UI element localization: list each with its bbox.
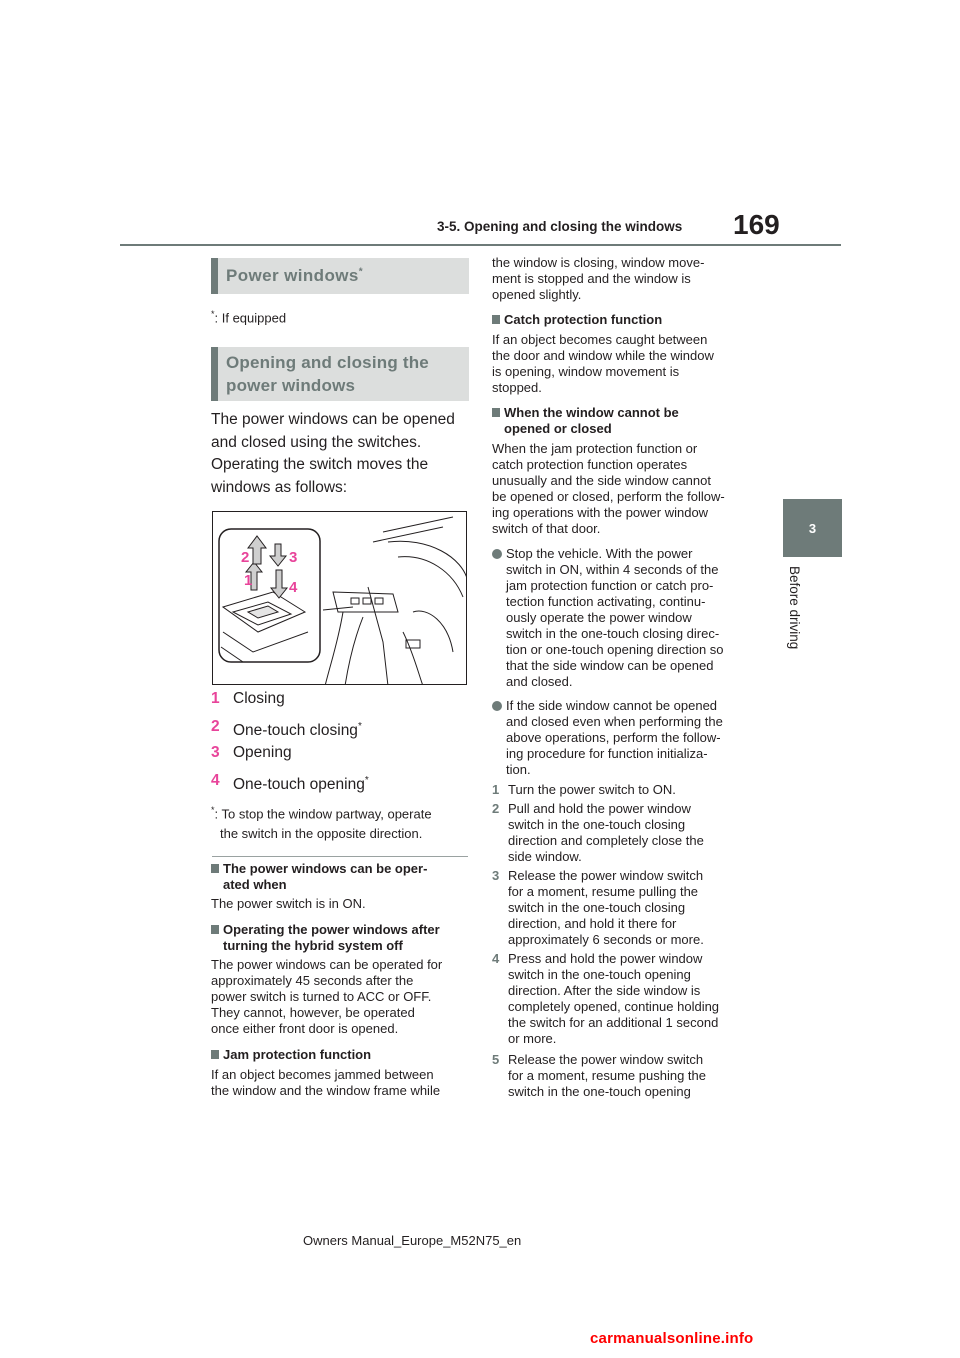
text-line: If an object becomes caught between — [492, 332, 708, 347]
text-line: ing procedure for function initializa- — [506, 746, 708, 761]
equipped-note — [211, 306, 286, 326]
note-heading — [492, 312, 762, 328]
text-line: switch in the one-touch opening — [508, 967, 691, 982]
text-line: completely opened, continue holding — [508, 999, 720, 1014]
step-number: 4 — [492, 951, 500, 966]
note-block — [211, 922, 473, 1037]
text-line: Operating the switch moves the — [211, 456, 429, 473]
text-line: be opened or closed, perform the follow- — [492, 489, 725, 504]
text-line: tion or one-touch opening direction so — [506, 642, 724, 657]
page-number: 169 — [733, 209, 780, 240]
text-line: Stop the vehicle. With the power — [506, 546, 693, 561]
text-line: ated when — [223, 877, 287, 892]
text-line: The power windows can be operated for — [211, 957, 443, 972]
note-block — [492, 405, 762, 537]
text-line: Operating the power windows after — [223, 922, 440, 937]
list-item — [211, 688, 471, 710]
list-number: 1 — [211, 690, 220, 707]
text-line: Release the power window switch — [508, 1052, 704, 1067]
intro-paragraph — [211, 409, 455, 499]
callout-label-3: 3 — [289, 549, 298, 566]
bullet-dot-icon — [492, 549, 502, 559]
text-line: windows as follows: — [211, 478, 348, 496]
text-line: direction. After the side window is — [508, 983, 701, 998]
list-number: 3 — [211, 744, 220, 761]
step-item — [492, 1052, 762, 1100]
text-line: that the side window can be opened — [506, 658, 714, 673]
text-line: switch in the one-touch opening — [508, 1084, 691, 1099]
text-line: switch in ON, within 4 seconds of the — [506, 562, 719, 577]
footer-doc-id: Owners Manual_Europe_M52N75_en — [303, 1233, 522, 1248]
watermark: carmanualsonline.info — [590, 1330, 754, 1347]
text-line: switch in the one-touch closing — [508, 900, 686, 915]
text-line: switch in the one-touch closing direc- — [506, 626, 720, 641]
list-item — [211, 770, 471, 792]
note-heading — [211, 861, 471, 877]
text-line: approximately 45 seconds after the — [211, 973, 414, 988]
text-line: direction and completely close the — [508, 833, 704, 848]
text-line: The power switch is in ON. — [211, 896, 366, 911]
text-line: When the window cannot be — [504, 405, 679, 420]
title-power-windows — [211, 258, 469, 294]
note-heading — [211, 922, 473, 938]
text-line: If the side window cannot be opened — [506, 698, 718, 713]
text-line: the switch for an additional 1 second — [508, 1015, 719, 1030]
section-divider — [212, 856, 468, 857]
text-line: They cannot, however, be operated — [211, 1005, 415, 1020]
callout-label-1: 1 — [244, 572, 253, 589]
step-number: 3 — [492, 868, 500, 883]
text-line: Turn the power switch to ON. — [508, 782, 676, 797]
note-block — [211, 861, 471, 912]
title-text: Power windows — [226, 266, 359, 285]
text-line: opened slightly. — [492, 287, 582, 302]
step-item — [492, 868, 762, 948]
list-item — [211, 742, 471, 764]
header-divider — [120, 244, 841, 246]
text-line: for a moment, resume pulling the — [508, 884, 699, 899]
chapter-number: 3 — [808, 520, 817, 536]
text-line: Catch protection function — [504, 312, 663, 327]
section-title: 3-5. Opening and closing the windows — [437, 219, 683, 234]
note-heading — [492, 405, 762, 421]
footnote — [211, 800, 432, 844]
chapter-side-title — [780, 566, 808, 666]
text-line: tion. — [506, 762, 531, 777]
text-line: or more. — [508, 1031, 557, 1046]
bullet-item — [492, 546, 762, 690]
callout-label-2: 2 — [241, 549, 250, 566]
bullet-item — [492, 698, 762, 778]
text-line: for a moment, resume pushing the — [508, 1068, 706, 1083]
chapter-tab — [783, 499, 842, 557]
equipped-text: : If equipped — [214, 310, 287, 326]
bullet-dot-icon — [492, 701, 502, 711]
text-line: When the jam protection function or — [492, 441, 698, 456]
list-label: One-touch closing — [233, 722, 358, 740]
text-line: the window is closing, window move- — [492, 255, 705, 270]
title-line: Opening and closing the — [226, 353, 429, 372]
text-line: and closed even when performing the — [506, 714, 723, 729]
title-opening-closing — [211, 347, 469, 401]
text-line: the door and window while the window — [492, 348, 714, 363]
list-label: One-touch opening — [233, 776, 365, 794]
asterisk-mark: * — [358, 266, 364, 278]
step-number: 2 — [492, 801, 500, 816]
text-line: the switch in the opposite direction. — [220, 826, 423, 842]
list-label: Closing — [233, 690, 285, 707]
note-block — [492, 312, 762, 396]
text-line: the window and the window frame while — [211, 1083, 441, 1098]
list-number: 4 — [211, 772, 220, 789]
text-line: turning the hybrid system off — [223, 938, 403, 953]
text-line: ously operate the power window — [506, 610, 692, 625]
text-line: jam protection function or catch pro- — [506, 578, 714, 593]
step-item — [492, 782, 762, 798]
text-line: and closed using the switches. — [211, 433, 422, 451]
step-number: 1 — [492, 782, 500, 797]
text-line: above operations, perform the follow- — [506, 730, 721, 745]
text-line: Release the power window switch — [508, 868, 704, 883]
text-line: is opening, window movement is — [492, 364, 680, 379]
text-line: ing operations with the power window — [492, 505, 709, 520]
text-line: switch in the one-touch closing — [508, 817, 686, 832]
power-window-switch-illustration — [212, 511, 467, 685]
car-interior-drawing — [213, 512, 467, 685]
chapter-title: Before driving — [787, 566, 802, 650]
jam-continued — [492, 255, 762, 303]
note-block — [211, 1047, 473, 1099]
text-line: : To stop the window partway, operate — [214, 806, 432, 822]
text-line: ment is stopped and the window is — [492, 271, 691, 286]
text-line: power switch is turned to ACC or OFF. — [211, 989, 432, 1004]
text-line: Jam protection function — [223, 1047, 372, 1062]
asterisk-mark: * — [211, 805, 215, 815]
step-item — [492, 801, 762, 865]
text-line: Pull and hold the power window — [508, 801, 691, 816]
text-line: direction, and hold it there for — [508, 916, 677, 931]
text-line: The power windows can be opened — [211, 411, 455, 428]
asterisk-mark: * — [211, 309, 215, 319]
text-line: catch protection function operates — [492, 457, 688, 472]
text-line: once either front door is opened. — [211, 1021, 399, 1036]
list-item — [211, 716, 471, 738]
text-line: side window. — [508, 849, 582, 864]
title-line: power windows — [226, 376, 356, 395]
text-line: If an object becomes jammed between — [211, 1067, 434, 1082]
text-line: tection function activating, continu- — [506, 594, 706, 609]
note-heading — [211, 1047, 473, 1063]
text-line: unusually and the side window cannot — [492, 473, 711, 488]
text-line: switch of that door. — [492, 521, 601, 536]
step-number: 5 — [492, 1052, 500, 1067]
text-line: Press and hold the power window — [508, 951, 703, 966]
callout-label-4: 4 — [289, 579, 298, 596]
list-label: Opening — [233, 744, 292, 761]
text-line: The power windows can be oper- — [223, 861, 428, 876]
text-line: approximately 6 seconds or more. — [508, 932, 704, 947]
asterisk-mark: * — [364, 775, 369, 786]
asterisk-mark: * — [357, 721, 362, 732]
text-line: stopped. — [492, 380, 542, 395]
text-line: and closed. — [506, 674, 573, 689]
list-number: 2 — [211, 718, 220, 735]
step-item — [492, 951, 762, 1047]
text-line: opened or closed — [504, 421, 612, 436]
